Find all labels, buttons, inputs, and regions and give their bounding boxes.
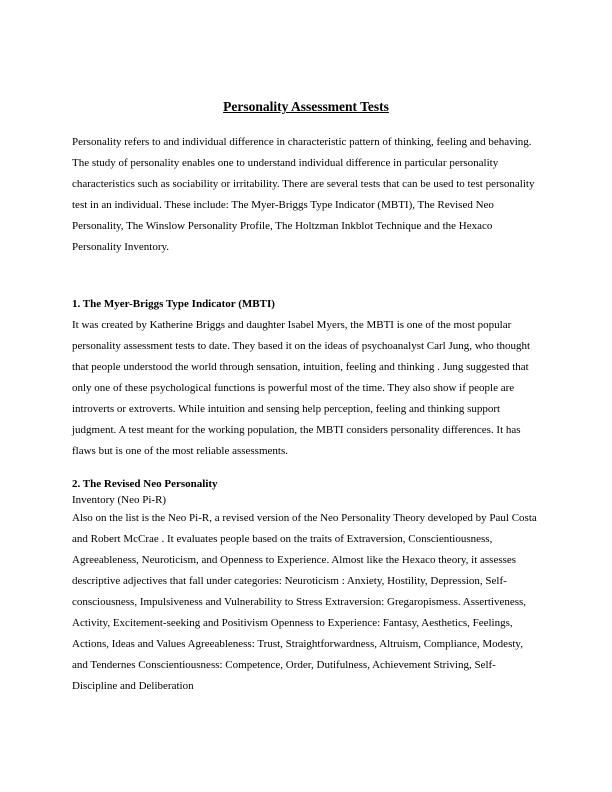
section-1-body: It was created by Katherine Briggs and daughter Isabel Myers, the MBTI is one of the most popular personality assessment tests to date. They based it on the ideas of psychoanalyst Carl Jung, who thought that people understood the world through sensation, intuition, feeling and thinking . Jung suggested that only one of these psychological functions is powerful most of the time. They also show if people are introverts or extroverts. While intuition and sensing help perception, feeling and thinking support judgment. A test meant for the working population, the MBTI considers personality differences. It has flaws but is one of the most reliable assessments. bbox=[72, 319, 531, 457]
section-neo-personality bbox=[72, 476, 540, 697]
section-2-heading: 2. The Revised Neo Personality bbox=[72, 478, 218, 490]
section-2-subheading: Inventory (Neo Pi-R) bbox=[72, 494, 167, 506]
page-title: Personality Assessment Tests bbox=[223, 99, 389, 114]
section-1-heading: 1. The Myer-Briggs Type Indicator (MBTI) bbox=[72, 298, 275, 310]
intro-paragraph: Personality refers to and individual difference in characteristic pattern of thinking, feeling and behaving. The study of personality enables one to understand individual difference in particular personality characteristics such as sociability or irritability. There are several tests that can be used to test personality test in an individual. These include: The Myer-Briggs Type Indicator (MBTI), The Revised Neo Personality, The Winslow Personality Profile, The Holtzman Inkblot Technique and the Hexaco Personality Inventory. bbox=[72, 136, 535, 253]
section-mbti bbox=[72, 294, 540, 462]
section-2-body: Also on the list is the Neo Pi-R, a revised version of the Neo Personality Theory developed by Paul Costa and Robert McCrae . It evaluates people based on the traits of Extraversion, Conscientiousness, Agreeableness, Neuroticism, and Openness to Experience. Almost like the Hexaco theory, it assesses descriptive adjectives that fall under categories: Neuroticism : Anxiety, Hostility, Depression, Self-consciousness, Impulsiveness and Vulnerability to Stress Extraversion: Gregaropismess. Assertiveness, Activity, Excitement-seeking and Positivism Openness to Experience: Fantasy, Aesthetics, Feelings, Actions, Ideas and Values Agreeableness: Trust, Straightforwardness, Altruism, Compliance, Modesty, and Tendernes Conscientiousness: Competence, Order, Dutifulness, Achievement Striving, Self-Discipline and Deliberation bbox=[72, 512, 537, 692]
